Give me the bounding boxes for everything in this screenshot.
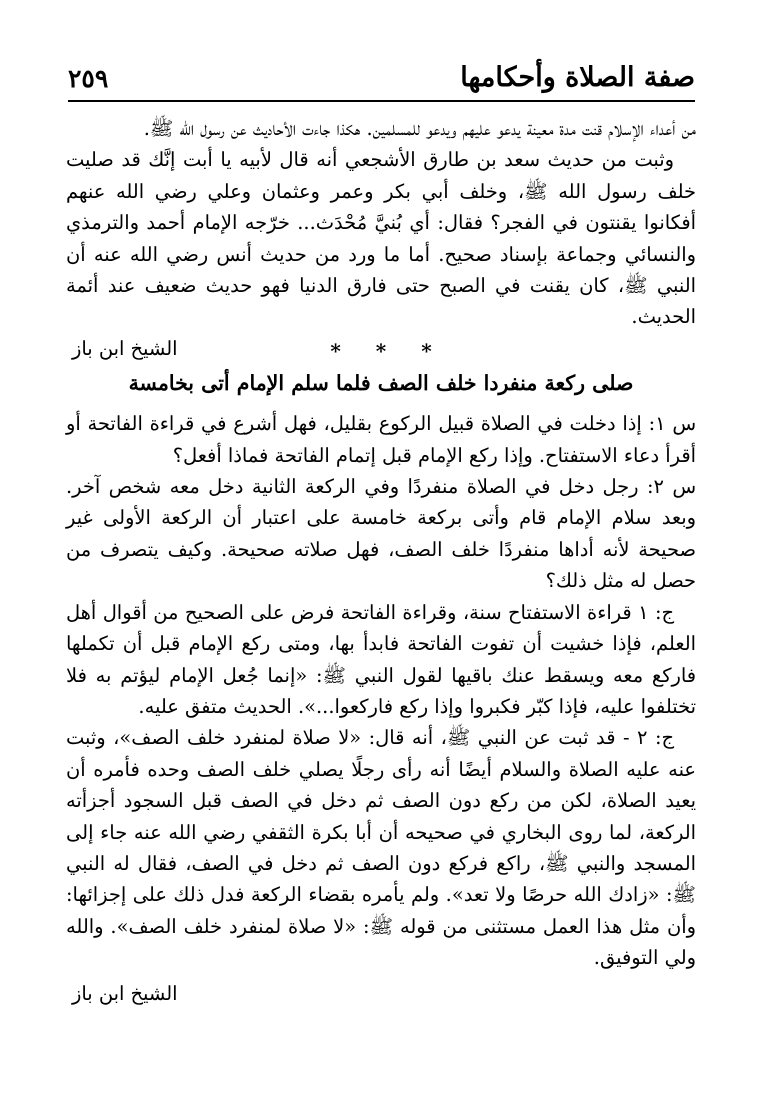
- answer: ج: ١ قراءة الاستفتاح سنة، وقراءة الفاتحة فرض على الصحيح من أقوال أهل العلم، فإذا خشيت أن تفوت الفاتحة فابدأ بها، ومتى ركع الإمام قبل أن تكملها فاركع معه ويسقط عنك باقيها لقول النبي ﷺ: «إنما جُعل الإمام ليؤتم به فلا تختلفوا عليه، فإذا كبّر فكبروا وإذا ركع فاركعوا...». الحديث متفق عليه.: [66, 600, 696, 718]
- signature: الشيخ ابن باز: [72, 336, 178, 360]
- page-header: [68, 62, 695, 102]
- answer: ج: ٢ - قد ثبت عن النبي ﷺ، أنه قال: «لا صلاة لمنفرد خلف الصف»، وثبت عنه عليه الصلاة والسلام أيضًا أنه رأى رجلًا يصلي خلف الصف وحده فأمره أن يعيد الصلاة، لكن من ركع دون الصف ثم دخل في الصف قبل السجود أجزأته الركعة، لما روى البخاري في صحيحه أن أبا بكرة الثقفي رضي الله عنه جاء إلى المسجد والنبي ﷺ، راكع فركع دون الصف ثم دخل في الصف، فقال له النبي ﷺ: «زادك الله حرصًا ولا تعد». ولم يأمره بقضاء الركعة فدل ذلك على إجزائها: وأن مثل هذا العمل مستثنى من قوله ﷺ: «لا صلاة لمنفرد خلف الصف». والله ولي التوفيق.: [66, 726, 696, 970]
- question: س ١: إذا دخلت في الصلاة قبيل الركوع بقليل، فهل أشرع في قراءة الفاتحة أو أقرأ دعاء الاستفتاح. وإذا ركع الإمام قبل إتمام الفاتحة فماذا أفعل؟: [66, 412, 696, 467]
- page-number: ٢٥٩: [68, 64, 109, 93]
- signature: الشيخ ابن باز: [72, 981, 178, 1005]
- signature-row: [66, 333, 696, 363]
- page-body: [66, 113, 696, 1009]
- section-separator: * * *: [330, 338, 446, 363]
- paragraph: وثبت من حديث سعد بن طارق الأشجعي أنه قال لأبيه يا أبت إنَّك قد صليت خلف رسول الله ﷺ، وخلف أبي بكر وعمر وعثمان وعلي رضي الله عنهم أفكانوا يقنتون في الفجر؟ فقال: أي بُنيَّ مُحْدَث... خرّجه الإمام أحمد والترمذي والنسائي وجماعة بإسناد صحيح. أما ما ورد من حديث أنس رضي الله عنه أن النبي ﷺ، كان يقنت في الصبح حتى فارق الدنيا فهو حديث ضعيف عند أئمة الحديث.: [66, 148, 696, 329]
- signature-row: [66, 978, 696, 1009]
- section-heading: صلى ركعة منفردا خلف الصف فلما سلم الإمام أتى بخامسة: [128, 370, 634, 395]
- running-title: صفة الصلاة وأحكامها: [460, 62, 695, 93]
- paragraph: من أعداء الإسلام قنت مدة معينة يدعو عليهم ويدعو للمسلمين. هكذا جاءت الأحاديث عن رسول الله ﷺ.: [143, 117, 696, 140]
- question: س ٢: رجل دخل في الصلاة منفردًا وفي الركعة الثانية دخل معه شخص آخر. وبعد سلام الإمام قام وأتى بركعة خامسة على اعتبار أن الركعة الأولى غير صحيحة لأنه أداها منفردًا خلف الصف، فهل صلاته صحيحة. وكيف يتصرف من حصل له مثل ذلك؟: [66, 475, 696, 593]
